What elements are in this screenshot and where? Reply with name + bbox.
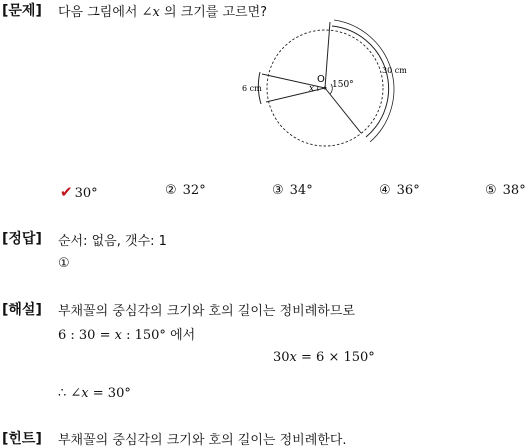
explanation-line-1: 부채꼴의 중심각의 크기와 호의 길이는 정비례하므로 [58, 304, 355, 319]
sector-figure [230, 18, 420, 168]
choice-4-value: 36° [396, 183, 420, 198]
question-suffix: 의 크기를 고르면? [159, 5, 268, 20]
choice-1-value: 30° [74, 186, 98, 201]
choice-5-num: ⑤ [485, 183, 497, 198]
choice-3-value: 34° [289, 183, 313, 198]
explanation-line-2 [58, 324, 195, 343]
choice-3-num: ③ [272, 183, 284, 198]
center-label: O [317, 74, 325, 85]
choice-2-value: 32° [182, 183, 206, 198]
therefore-symbol: ∴ [58, 386, 71, 401]
hint-label: [힌트] [2, 431, 42, 447]
question-prefix: 다음 그림에서 [58, 5, 142, 20]
arc-left-length: 6 cm [242, 84, 262, 93]
choice-2-num: ② [165, 183, 177, 198]
choice-4-num: ④ [379, 183, 391, 198]
choice-4[interactable] [379, 183, 420, 198]
radius-line-4 [325, 88, 361, 133]
result-value: = 30° [88, 386, 131, 401]
choice-3[interactable] [272, 183, 313, 198]
ratio-right: : 150° [121, 328, 171, 343]
ratio-suffix: 에서 [170, 328, 196, 343]
answer-line-2: ① [58, 256, 70, 271]
radius-line-2 [266, 88, 325, 102]
eq-rest: = 6 × 150° [296, 350, 375, 365]
choice-5[interactable] [485, 183, 526, 198]
angle-150-label: 150° [332, 80, 354, 90]
choice-1[interactable] [60, 183, 98, 201]
choice-5-value: 38° [502, 183, 526, 198]
explanation-line-4 [58, 386, 131, 401]
explanation-line-3 [273, 350, 375, 365]
answer-line-1: 순서: 없음, 갯수: 1 [58, 234, 167, 249]
angle-x-label: x [309, 84, 315, 94]
problem-label: [문제] [2, 3, 42, 19]
arc-right-length: 30 cm [382, 66, 407, 75]
checkmark-icon: ✔ [60, 183, 73, 201]
choice-2[interactable] [165, 183, 206, 198]
center-point [324, 87, 327, 90]
radius-line-1 [262, 74, 325, 88]
ratio-left: 6 : 30 = [58, 328, 115, 343]
result-angle: ∠x [70, 386, 89, 401]
radius-line-3 [325, 22, 330, 88]
eq-coef: 30 [273, 350, 290, 365]
answer-label: [정답] [2, 231, 42, 247]
ratio-var: x [114, 328, 122, 343]
eq-var: x [289, 350, 297, 365]
explanation-label: [해설] [2, 302, 42, 318]
question-var: ∠x [141, 5, 160, 20]
hint-text: 부채꼴의 중심각의 크기와 호의 길이는 정비례한다. [58, 433, 347, 448]
